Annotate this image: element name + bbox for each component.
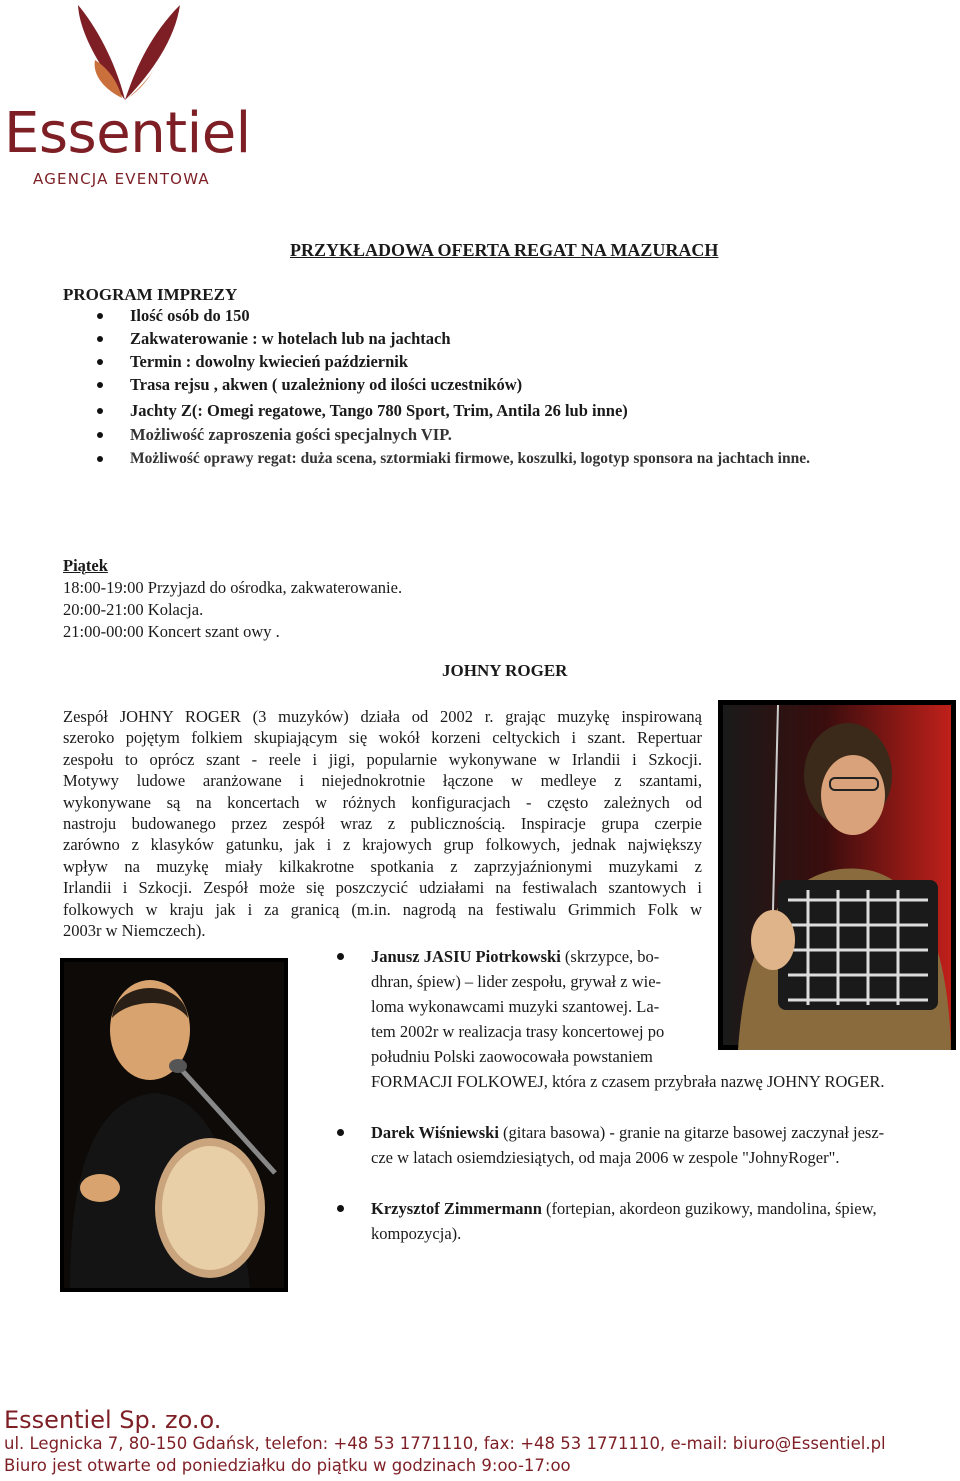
bullet-icon [337, 953, 344, 960]
logo-wordmark: Essentiel [4, 101, 251, 166]
schedule-line: 20:00-21:00 Kolacja. [63, 600, 204, 619]
program-item: Ilość osób do 150 [130, 306, 250, 326]
program-item: Możliwość oprawy regat: duża scena, sztormiaki firmowe, koszulki, logotyp sponsora na jachtach inne. [130, 449, 810, 469]
bullet-icon [97, 382, 103, 388]
member-name: Krzysztof Zimmermann [371, 1199, 542, 1218]
logo-tagline: AGENCJA EVENTOWA [33, 170, 210, 188]
program-item: Możliwość zaproszenia gości specjalnych VIP. [130, 425, 452, 445]
bullet-icon [97, 408, 103, 414]
footer-company: Essentiel Sp. zo.o. [4, 1406, 222, 1434]
company-logo [0, 0, 270, 195]
bullet-icon [97, 432, 103, 438]
bullet-icon [97, 456, 103, 462]
schedule-line: 18:00-19:00 Przyjazd do ośrodka, zakwaterowanie. [63, 578, 403, 597]
singer-photo [60, 958, 288, 1292]
member-item: Janusz JASIU Piotrkowski (skrzypce, bo- dhran, śpiew) – lider zespołu, grywał z wie- loma wykonawcami muzyki szantowej. La- tem 2002r w realizacja trasy koncertowej po południu Polski zaowocowała powstaniem FORMACJI FOLKOWEJ, która z czasem przybrała nazwę JOHNY ROGER. [371, 944, 885, 1094]
footer-hours: Biuro jest otwarte od poniedziałku do piątku w godzinach 9:oo-17:oo [4, 1456, 571, 1475]
bullet-icon [97, 313, 103, 319]
member-name: Darek Wiśniewski [371, 1123, 499, 1142]
member-item: Darek Wiśniewski (gitara basowa) - granie na gitarze basowej zaczynał jesz- cze w latach osiemdziesiątych, od maja 2006 w zespole "JohnyRoger". [371, 1120, 884, 1170]
bullet-icon [337, 1205, 344, 1212]
program-item: Zakwaterowanie : w hotelach lub na jachtach [130, 329, 451, 349]
program-heading: PROGRAM IMPREZY [63, 285, 238, 304]
day-heading-friday: Piątek [63, 556, 108, 575]
band-name: JOHNY ROGER [442, 661, 568, 680]
bullet-icon [337, 1129, 344, 1136]
program-item: Jachty Z(: Omegi regatowe, Tango 780 Sport, Trim, Antila 26 lub inne) [130, 401, 628, 421]
program-item: Termin : dowolny kwiecień październik [130, 352, 408, 372]
footer-address: ul. Legnicka 7, 80-150 Gdańsk, telefon: +48 53 1771110, fax: +48 53 1771110, e-mail: biuro@Essentiel.pl [4, 1434, 886, 1453]
bullet-icon [97, 336, 103, 342]
member-name: Janusz JASIU Piotrkowski [371, 947, 561, 966]
page-title: PRZYKŁADOWA OFERTA REGAT NA MAZURACH [290, 240, 719, 260]
band-description: Zespół JOHNY ROGER (3 muzyków) działa od 2002 r. grając muzykę inspirowaną szeroko pojętym folkiem skupiającym się wokół korzeni celtyckich i szant. Repertuar zespołu to oprócz szant - reele i jigi, popularnie wykonywane w Irlandii i Szkocji. Motywy ludowe aranżowane i niejednokrotnie łączone w medleye z szantami, wykonywane są na koncertach w różnych konfiguracjach - często zależnych od nastroju budowanego przez zespół wraz z publicznością. Inspiracje grupa czerpie zarówno z klasyków gatunku, jak i z krajowych grup folkowych, jednak największy wpływ na muzykę miały kilkakrotne spotkania z zaprzyjaźnionymi muzykami z Irlandii i Szkocji. Zespół może się poszczycić udziałami na festiwalach szantowych i folkowych w kraju jak i za granicą (m.in. nagrodą na festiwalu Grimmich Folk w 2003r w Niemczech). [63, 707, 702, 940]
program-item: Trasa rejsu , akwen ( uzależniony od ilości uczestników) [130, 375, 522, 395]
member-item: Krzysztof Zimmermann (fortepian, akordeon guzikowy, mandolina, śpiew, kompozycja). [371, 1196, 877, 1246]
bullet-icon [97, 359, 103, 365]
schedule-line: 21:00-00:00 Koncert szant owy . [63, 622, 280, 641]
butterfly-logo-icon [0, 0, 270, 110]
